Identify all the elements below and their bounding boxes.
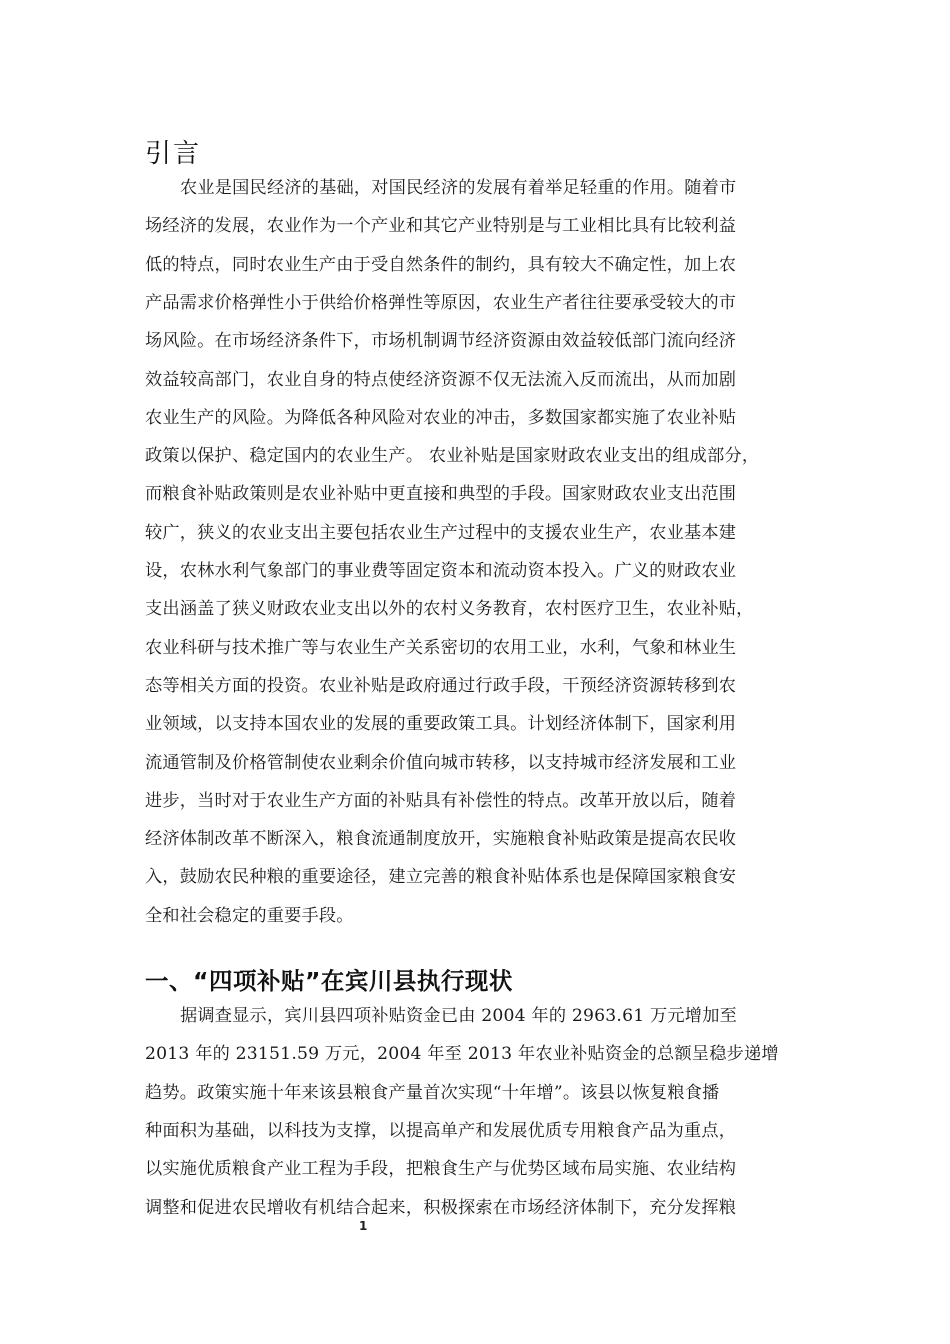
paragraph-line: 效益较高部门，农业自身的特点使经济资源不仅无法流入反而流出，从而加剧 xyxy=(145,369,737,390)
page-number: 1 xyxy=(359,1219,368,1233)
paragraph-line: 场风险。在市场经济条件下，市场机制调节经济资源由效益较低部门流向经济 xyxy=(145,331,737,352)
paragraph-line: 进步，当时对于农业生产方面的补贴具有补偿性的特点。改革开放以后，随着 xyxy=(145,790,737,811)
paragraph-line: 趋势。政策实施十年来该县粮食产量首次实现“十年增”。该县以恢复粮食播 xyxy=(145,1082,720,1103)
paragraph-line: 而粮食补贴政策则是农业补贴中更直接和典型的手段。国家财政农业支出范围 xyxy=(145,484,737,505)
paragraph-line: 较广，狭义的农业支出主要包括农业生产过程中的支援农业生产，农业基本建 xyxy=(145,522,737,543)
paragraph-line: 据调查显示，宾川县四项补贴资金已由 2004 年的 2963.61 万元增加至 xyxy=(180,1006,737,1026)
paragraph-line: 入，鼓励农民种粮的重要途径，建立完善的粮食补贴体系也是保障国家粮食安 xyxy=(145,867,737,888)
paragraph-line: 农业科研与技术推广等与农业生产关系密切的农用工业，水利，气象和林业生 xyxy=(145,637,737,658)
paragraph-line: 场经济的发展，农业作为一个产业和其它产业特别是与工业相比具有比较利益 xyxy=(145,216,737,237)
paragraph-line: 态等相关方面的投资。农业补贴是政府通过行政手段，干预经济资源转移到农 xyxy=(145,675,737,696)
paragraph-line: 政策以保护、稳定国内的农业生产。 农业补贴是国家财政农业支出的组成部分， xyxy=(145,446,760,467)
intro-heading: 引言 xyxy=(145,139,202,169)
paragraph-line: 农业是国民经济的基础，对国民经济的发展有着举足轻重的作用。随着市 xyxy=(180,178,737,198)
paragraph-line: 设，农林水利气象部门的事业费等固定资本和流动资本投入。广义的财政农业 xyxy=(145,561,737,581)
paragraph-line: 低的特点，同时农业生产由于受自然条件的制约，具有较大不确定性，加上农 xyxy=(145,254,737,275)
paragraph-line: 业领域，以支持本国农业的发展的重要政策工具。计划经济体制下，国家利用 xyxy=(145,714,737,735)
section1-heading: 一、“四项补贴”在宾川县执行现状 xyxy=(145,967,513,995)
paragraph-line: 农业生产的风险。为降低各种风险对农业的冲击，多数国家都实施了农业补贴 xyxy=(145,407,737,428)
paragraph-line: 产品需求价格弹性小于供给价格弹性等原因，农业生产者往往要承受较大的市 xyxy=(145,292,737,313)
paragraph-line: 种面积为基础，以科技为支撑，以提高单产和发展优质专用粮食产品为重点， xyxy=(145,1120,737,1141)
paragraph-line: 流通管制及价格管制使农业剩余价值向城市转移，以支持城市经济发展和工业 xyxy=(145,752,737,773)
paragraph-line: 2013 年的 23151.59 万元，2004 年至 2013 年农业补贴资金的总额呈稳步递增 xyxy=(145,1044,779,1065)
paragraph-line: 调整和促进农民增收有机结合起来，积极探索在市场经济体制下，充分发挥粮 xyxy=(145,1197,737,1218)
paragraph-line: 经济体制改革不断深入，粮食流通制度放开，实施粮食补贴政策是提高农民收 xyxy=(145,829,737,850)
paragraph-line: 全和社会稳定的重要手段。 xyxy=(145,905,354,926)
paragraph-line: 以实施优质粮食产业工程为手段，把粮食生产与优势区域布局实施、农业结构 xyxy=(145,1159,737,1180)
paragraph-line: 支出涵盖了狭义财政农业支出以外的农村义务教育，农村医疗卫生，农业补贴， xyxy=(145,599,754,620)
